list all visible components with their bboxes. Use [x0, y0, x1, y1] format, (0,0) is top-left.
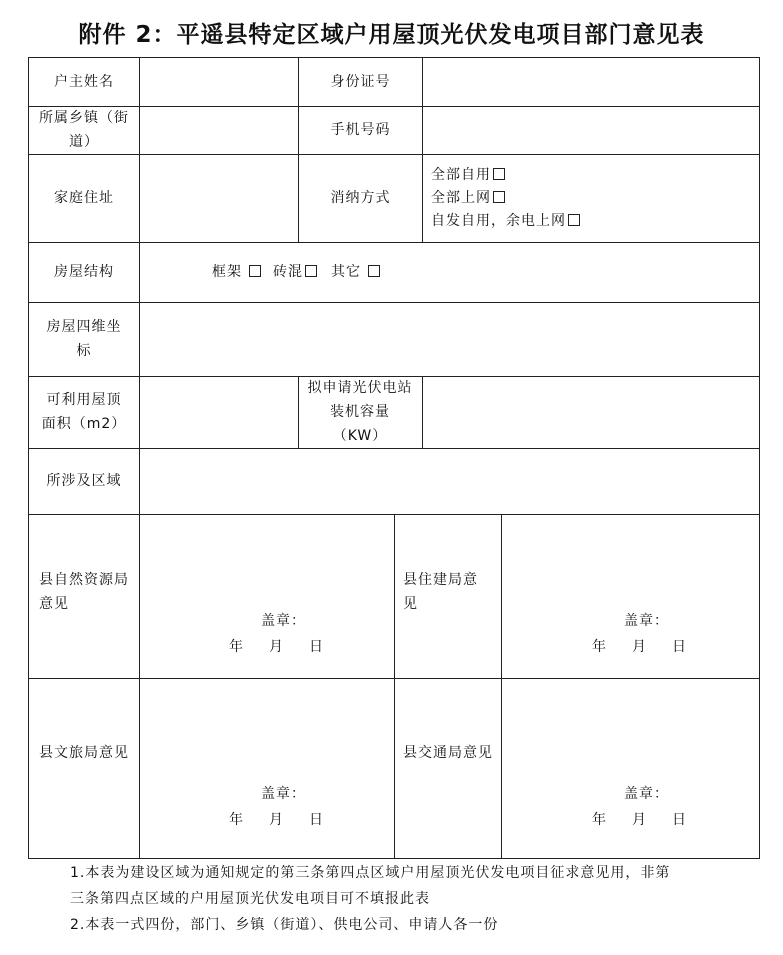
- culture-tourism-label: 县文旅局意见: [39, 745, 129, 761]
- roof-area-label: 可利用屋顶面积（m2）: [41, 392, 127, 432]
- column-divider: [298, 376, 299, 448]
- id-number-field[interactable]: [423, 58, 759, 106]
- opinion-form-table: [28, 57, 760, 859]
- stamp-date: [229, 807, 324, 833]
- year-label: 年: [229, 639, 244, 655]
- option-label: 其它: [331, 264, 361, 280]
- note-2: 2.本表一式四份，部门、乡镇（街道）、供电公司、申请人各一份: [70, 917, 499, 933]
- phone-field[interactable]: [423, 106, 759, 154]
- stamp-label: 盖章：: [261, 613, 306, 629]
- month-label: 月: [632, 812, 647, 828]
- natural-resources-label: 县自然资源局意见: [39, 572, 129, 612]
- capacity-field[interactable]: [423, 376, 759, 448]
- roof-area-field[interactable]: [140, 376, 298, 448]
- stamp-date: [229, 634, 324, 660]
- footnotes: [70, 860, 740, 938]
- checkbox[interactable]: [493, 191, 505, 203]
- capacity-label: 拟申请光伏电站装机容量（KW）: [307, 380, 413, 444]
- consumption-option-self-use[interactable]: [431, 164, 505, 187]
- region-label: 所涉及区域: [46, 473, 122, 489]
- region-field[interactable]: [140, 448, 759, 514]
- structure-option-brick[interactable]: [273, 261, 317, 284]
- day-label: 日: [309, 639, 324, 655]
- month-label: 月: [632, 639, 647, 655]
- owner-name-label: 户主姓名: [54, 74, 114, 90]
- house-structure-label: 房屋结构: [54, 264, 114, 280]
- column-divider: [394, 514, 395, 858]
- checkbox[interactable]: [493, 168, 505, 180]
- year-label: 年: [229, 812, 244, 828]
- option-label: 自发自用，余电上网: [431, 213, 566, 229]
- stamp-date: [592, 807, 687, 833]
- note-1-line-2: 三条第四点区域的户用屋顶光伏发电项目可不填报此表: [70, 891, 430, 907]
- day-label: 日: [672, 812, 687, 828]
- stamp-date: [592, 634, 687, 660]
- option-label: 全部上网: [431, 190, 491, 206]
- day-label: 日: [672, 639, 687, 655]
- stamp-label: 盖章：: [261, 786, 306, 802]
- address-field[interactable]: [140, 154, 298, 242]
- address-label: 家庭住址: [54, 190, 114, 206]
- option-label: 砖混: [273, 264, 303, 280]
- stamp-label: 盖章：: [624, 613, 669, 629]
- stamp-label: 盖章：: [624, 786, 669, 802]
- housing-construction-label: 县住建局意见: [403, 572, 478, 612]
- option-label: 全部自用: [431, 167, 491, 183]
- transport-label: 县交通局意见: [403, 745, 493, 761]
- checkbox[interactable]: [368, 265, 380, 277]
- coordinates-field[interactable]: [140, 302, 759, 376]
- owner-name-field[interactable]: [140, 58, 298, 106]
- month-label: 月: [269, 639, 284, 655]
- page-title: 附件 2：平遥县特定区域户用屋顶光伏发电项目部门意见表: [78, 22, 705, 48]
- id-number-label: 身份证号: [330, 74, 391, 90]
- structure-option-frame[interactable]: [212, 261, 261, 284]
- checkbox[interactable]: [568, 214, 580, 226]
- coordinates-label: 房屋四维坐标: [46, 319, 122, 359]
- month-label: 月: [269, 812, 284, 828]
- year-label: 年: [592, 639, 607, 655]
- consumption-option-surplus[interactable]: [431, 210, 580, 233]
- consumption-mode-label: 消纳方式: [330, 190, 391, 206]
- phone-label: 手机号码: [330, 122, 391, 138]
- year-label: 年: [592, 812, 607, 828]
- structure-option-other[interactable]: [331, 261, 380, 284]
- checkbox[interactable]: [249, 265, 261, 277]
- township-label: 所属乡镇（街道）: [39, 110, 129, 150]
- option-label: 框架: [212, 264, 242, 280]
- checkbox[interactable]: [305, 265, 317, 277]
- note-1-line-1: 1.本表为建设区域为通知规定的第三条第四点区域户用屋顶光伏发电项目征求意见用，非第: [70, 865, 671, 881]
- township-field[interactable]: [140, 106, 298, 154]
- consumption-option-grid[interactable]: [431, 187, 505, 210]
- day-label: 日: [309, 812, 324, 828]
